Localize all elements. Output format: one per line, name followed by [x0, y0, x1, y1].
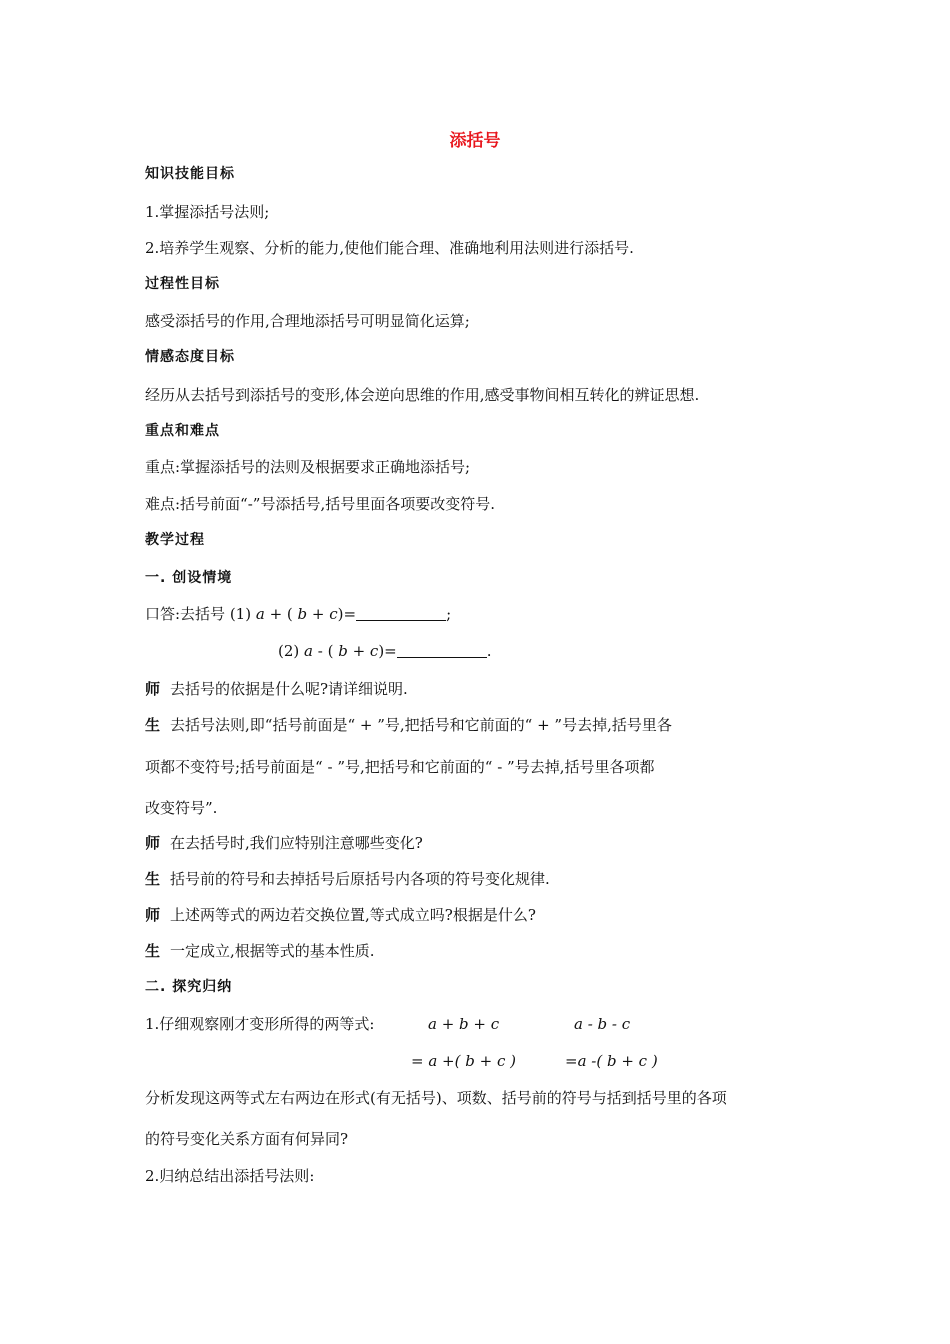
answer-blank-2[interactable] [397, 643, 487, 658]
answer-blank-1[interactable] [356, 606, 446, 621]
equation-1-bottom: = a +( b + c ) [411, 1052, 516, 1070]
analysis-line-2: 的符号变化关系方面有何异同? [145, 1130, 349, 1148]
heading-knowledge: 知识技能目标 [145, 166, 235, 182]
heading-process: 过程性目标 [145, 276, 220, 292]
equation-2-bottom: =a -( b + c ) [565, 1052, 658, 1070]
emotion-item-1: 经历从去括号到添括号的变形,体会逆向思维的作用,感受事物间相互转化的辨证思想. [145, 386, 700, 404]
heading-emotion: 情感态度目标 [145, 349, 235, 365]
equation-1-top: a + b + c [428, 1015, 500, 1033]
dialogue-student-1-line-3: 改变符号”. [145, 799, 218, 817]
observation-item-2: 2.归纳总结出添括号法则: [145, 1167, 315, 1185]
dialogue-student-1: 生 去括号法则,即“括号前面是“ + ”号,把括号和它前面的“ + ”号去掉,括号里各 [145, 716, 672, 734]
document-title: 添括号 [449, 131, 501, 151]
dialogue-student-3: 生 一定成立,根据等式的基本性质. [145, 942, 375, 960]
dialogue-teacher-2: 师 在去括号时,我们应特别注意哪些变化? [145, 834, 423, 852]
observation-item-1: 1.仔细观察刚才变形所得的两等式: [145, 1015, 375, 1033]
dialogue-teacher-1: 师 去括号的依据是什么呢?请详细说明. [145, 680, 408, 698]
heading-part-1: 一. 创设情境 [145, 570, 233, 586]
key-point-1: 重点:掌握添括号的法则及根据要求正确地添括号; [145, 458, 471, 476]
dialogue-student-1-line-2: 项都不变符号;括号前面是“ - ”号,把括号和它前面的“ - ”号去掉,括号里各项都 [145, 758, 655, 776]
heading-teaching-process: 教学过程 [145, 532, 205, 548]
analysis-line-1: 分析发现这两等式左右两边在形式(有无括号)、项数、括号前的符号与括到括号里的各项 [145, 1089, 727, 1107]
knowledge-item-1: 1.掌握添括号法则; [145, 203, 270, 221]
oral-question-2: (2) a - ( b + c)= . [278, 642, 492, 660]
knowledge-item-2: 2.培养学生观察、分析的能力,使他们能合理、准确地利用法则进行添括号. [145, 239, 634, 257]
heading-part-2: 二. 探究归纳 [145, 979, 233, 995]
process-item-1: 感受添括号的作用,合理地添括号可明显简化运算; [145, 312, 470, 330]
key-point-2: 难点:括号前面“-”号添括号,括号里面各项要改变符号. [145, 495, 495, 513]
dialogue-student-2: 生 括号前的符号和去掉括号后原括号内各项的符号变化规律. [145, 870, 550, 888]
dialogue-teacher-3: 师 上述两等式的两边若交换位置,等式成立吗?根据是什么? [145, 906, 536, 924]
oral-question-1: 口答:去括号 (1) a + ( b + c)= ; [145, 605, 452, 623]
heading-key-points: 重点和难点 [145, 423, 220, 439]
equation-2-top: a - b - c [574, 1015, 631, 1033]
